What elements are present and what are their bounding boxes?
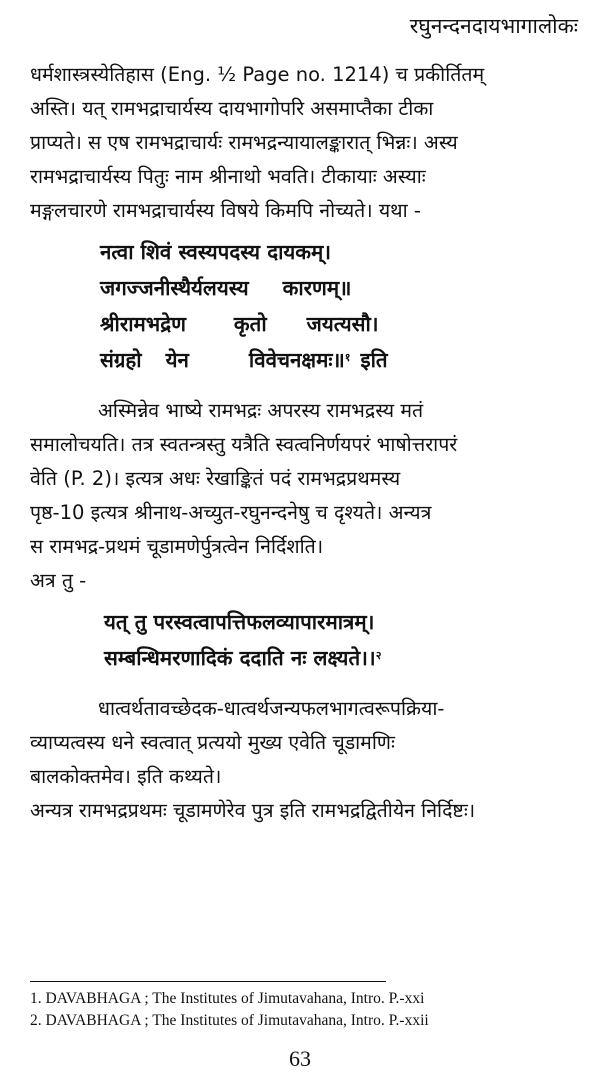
text-line: रामभद्राचार्यस्य पितुः नाम श्रीनाथो भवति। टीकायाः अस्याः (30, 165, 426, 188)
text-line: धात्वर्थतावच्छेदक-धात्वर्थजन्यफलभागत्वरूपक्रिया- (98, 697, 445, 720)
footnote: 2. DAVABHAGA ; The Institutes of Jimutavahana, Intro. P.-xxii (30, 1012, 429, 1029)
verse-word: यत् तु परस्वत्वापत्तिफलव्यापारमात्रम्। (104, 610, 375, 634)
paragraph-1 (30, 58, 570, 228)
page-number: 63 (289, 1046, 311, 1071)
verse-word: येन (165, 348, 189, 372)
verse-word: जगज्जनीस्थैर्यलयस्य (100, 276, 249, 300)
verse-line (30, 306, 570, 342)
footnote: 1. DAVABHAGA ; The Institutes of Jimutavahana, Intro. P.-xxi (30, 990, 425, 1007)
verse-word: संग्रहो (100, 348, 142, 372)
verse-word: इति (360, 348, 388, 372)
text-line: वेति (P. 2)। इत्यत्र अधः रेखाङ्कितं पदं रामभद्रप्रथमस्य (30, 467, 401, 490)
text-line: प्राप्यते। स एष रामभद्राचार्यः रामभद्रन्यायालङ्कारात् भिन्नः। अस्य (30, 131, 458, 154)
verse-block-1 (30, 234, 570, 378)
paragraph-2 (30, 394, 570, 598)
verse-line (30, 270, 570, 306)
text-line: स रामभद्र-प्रथमं चूडामणेर्पुत्रत्वेन निर्दिशति। (30, 535, 324, 558)
verse-word: कृतो (233, 312, 267, 336)
text-line: अस्मिन्नेव भाष्ये रामभद्रः अपरस्य रामभद्रस्य मतं (98, 399, 424, 422)
verse-block-2 (30, 604, 570, 676)
verse-line (30, 604, 570, 640)
verse-line (30, 234, 570, 270)
page-body (30, 58, 570, 828)
text-line: समालोचयति। तत्र स्वतन्त्रस्तु यत्रैति स्वत्वनिर्णयपरं भाषोत्तरापरं (30, 433, 458, 456)
footnote-ref: १ (344, 351, 351, 364)
running-header: रघुनन्दनदायभागालोकः (409, 14, 578, 38)
text-line: पृष्ठ-10 इत्यत्र श्रीनाथ-अच्युत-रघुनन्दनेषु च दृश्यते। अन्यत्र (30, 501, 432, 524)
footnote-ref: २ (375, 649, 382, 662)
verse-word: नत्वा शिवं स्वस्यपदस्य दायकम्। (100, 240, 332, 264)
verse-word: जयत्यसौ। (306, 312, 379, 336)
text-line: मङ्गलचारणे रामभद्राचार्यस्य विषये किमपि नोच्यते। यथा - (30, 199, 421, 222)
verse-word: कारणम्॥ (282, 276, 352, 300)
text-line: अत्र तु - (30, 569, 87, 592)
footnotes (30, 988, 580, 1032)
text-line: अस्ति। यत् रामभद्राचार्यस्य दायभागोपरि असमाप्तैका टीका (30, 97, 434, 120)
paragraph-3 (30, 692, 570, 828)
verse-word: श्रीरामभद्रेण (100, 312, 186, 336)
footnote-divider (30, 981, 386, 982)
text-line: धर्मशास्त्रस्येतिहास (Eng. ½ Page no. 1214) च प्रकीर्तितम् (30, 63, 485, 86)
verse-line (30, 640, 570, 676)
verse-word: सम्बन्धिमरणादिकं ददाति नः लक्ष्यते।। (104, 646, 376, 670)
verse-line (30, 342, 570, 378)
verse-word: विवेचनक्षमः॥ (248, 348, 345, 372)
text-line: बालकोक्तमेव। इति कथ्यते। (30, 765, 222, 788)
text-line: अन्यत्र रामभद्रप्रथमः चूडामणेरेव पुत्र इति रामभद्रद्वितीयेन निर्दिष्टः। (30, 799, 476, 822)
text-line: व्याप्यत्वस्य धने स्वत्वात् प्रत्ययो मुख्य एवेति चूडामणिः (30, 731, 395, 754)
